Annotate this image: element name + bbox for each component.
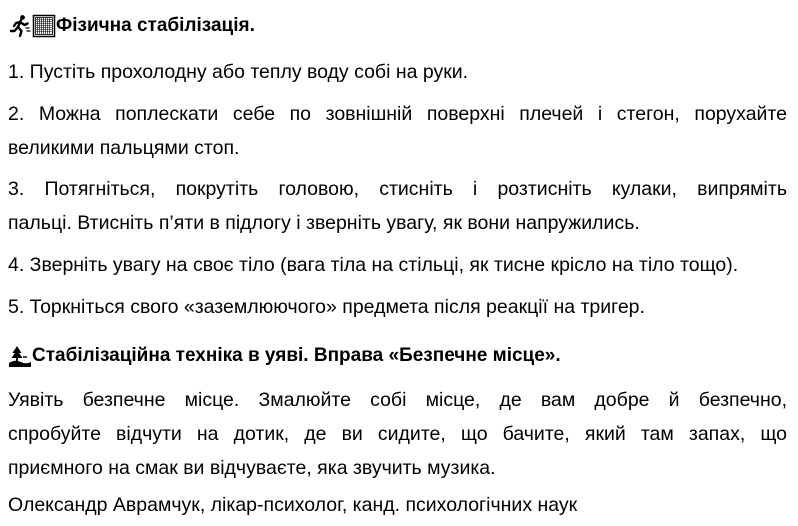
safe-place-line1: Уявіть безпечне місце. Змалюйте собі місце, де вам добре й безпечно, [8,389,787,411]
safe-place-line2: спробуйте відчути на дотик, де ви сидите, що бачите, який там запах, що [8,423,787,445]
safe-place-paragraph [8,383,787,485]
section-title-safe-place: Стабілізаційна техніка в уяві. Вправа «Безпечне місце». [32,345,561,366]
list-item-2 [8,97,787,165]
running-person-icon [8,14,32,38]
list-item-4 [8,248,787,282]
list-item-4-text: 4. Зверніть увагу на своє тіло (вага тіла на стільці, як тисне крісло на тіло тощо). [8,254,739,276]
list-item-1-text: 1. Пустіть прохолодну або теплу воду собі на руки. [8,61,469,83]
author-credit [8,488,787,522]
section-heading-physical [8,14,255,38]
list-item-2-line1: 2. Можна поплескати себе по зовнішній поверхні плечей і стегон, порухайте [8,103,787,125]
section-title-physical: Фізична стабілізація. [56,15,255,36]
safe-place-line3: приємного на смак ви відчуваєте, яка звучить музика. [8,457,496,479]
list-item-5 [8,290,787,324]
list-item-1 [8,55,787,89]
list-item-3-line1: 3. Потягніться, покрутіть головою, стисніть і розтисніть кулаки, випряміть [8,178,787,200]
list-item-5-text: 5. Торкніться свого «заземлюючого» предмета після реакції на тригер. [8,296,645,318]
list-item-3 [8,172,787,240]
list-item-3-line2: пальці. Втисніть п’яти в підлогу і зверніть увагу, як вони напружились. [8,212,640,234]
grid-box-icon [32,14,56,38]
landscape-icon [8,344,32,368]
author-credit-text: Олександр Аврамчук, лікар-психолог, канд. психологічних наук [8,494,578,516]
section-heading-safe-place [8,344,561,368]
list-item-2-line2: великими пальцями стоп. [8,137,240,159]
